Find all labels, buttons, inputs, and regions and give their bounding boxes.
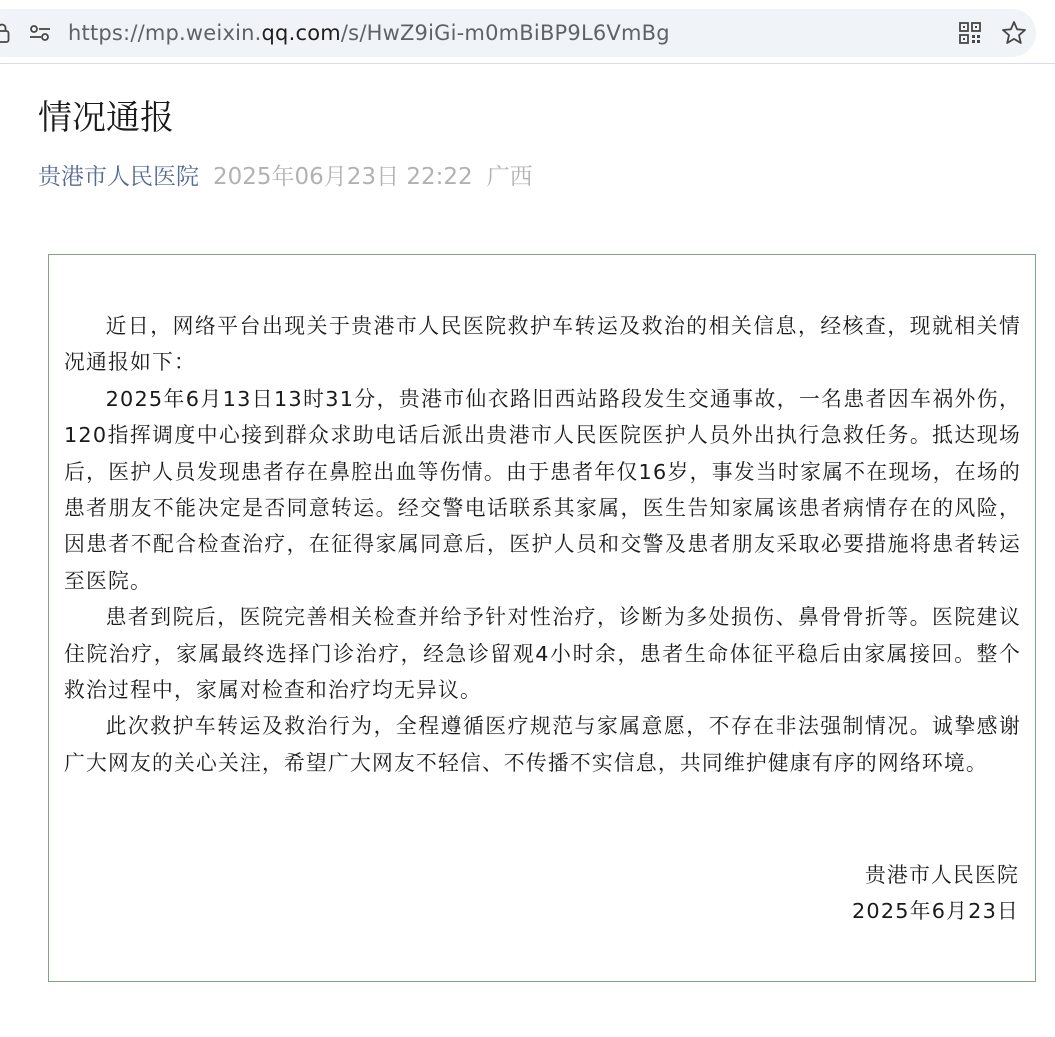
notice-box <box>48 254 1036 982</box>
browser-address-bar <box>0 0 1055 64</box>
lock-icon[interactable] <box>0 22 10 44</box>
notice-body <box>64 308 1021 781</box>
signature-date: 2025年6月23日 <box>851 899 1019 923</box>
ip-location: 广西 <box>486 164 533 190</box>
site-settings-icon[interactable] <box>28 23 52 43</box>
article-meta <box>38 160 533 194</box>
url-text[interactable] <box>68 20 670 46</box>
qr-code-icon[interactable] <box>958 21 982 45</box>
article-title: 情况通报 <box>38 98 174 138</box>
notice-paragraph-treatment: 患者到院后，医院完善相关检查并给予针对性治疗，诊断为多处损伤、鼻骨骨折等。医院建议住院治疗，家属最终选择门诊治疗，经急诊留观4小时余，患者生命体征平稳后由家属接回。整个救治过程中，家属对检查和治疗均无异议。 <box>64 605 1021 703</box>
star-icon[interactable] <box>1000 19 1028 47</box>
account-name-link[interactable]: 贵港市人民医院 <box>38 164 199 190</box>
notice-paragraph-incident: 2025年6月13日13时31分，贵港市仙衣路旧西站路段发生交通事故，一名患者因车祸外伤，120指挥调度中心接到群众求助电话后派出贵港市人民医院医护人员外出执行急救任务。抵达现场后，医护人员发现患者存在鼻腔出血等伤情。由于患者年仅16岁，事发当时家属不在现场，在场的患者朋友不能决定是否同意转运。经交警电话联系其家属，医生告知家属该患者病情存在的风险，因患者不配合检查治疗，在征得家属同意后，医护人员和交警及患者朋友采取必要措施将患者转运至医院。 <box>64 386 1021 593</box>
notice-paragraph-conclusion: 此次救护车转运及救治行为，全程遵循医疗规范与家属意愿，不存在非法强制情况。诚挚感谢广大网友的关心关注，希望广大网友不轻信、不传播不实信息，共同维护健康有序的网络环境。 <box>64 714 1021 775</box>
signature <box>852 857 1019 929</box>
notice-paragraph-intro: 近日，网络平台出现关于贵港市人民医院救护车转运及救治的相关信息，经核查，现就相关情况通报如下： <box>64 314 1021 375</box>
url-prefix: https://mp.weixin. <box>68 21 262 45</box>
signature-org: 贵港市人民医院 <box>865 863 1019 887</box>
publish-time: 2025年06月23日 22:22 <box>213 164 473 190</box>
url-host: qq.com <box>261 21 341 45</box>
address-bar-divider <box>0 63 1055 64</box>
url-path: /s/HwZ9iGi-m0mBiBP9L6VmBg <box>340 21 670 45</box>
